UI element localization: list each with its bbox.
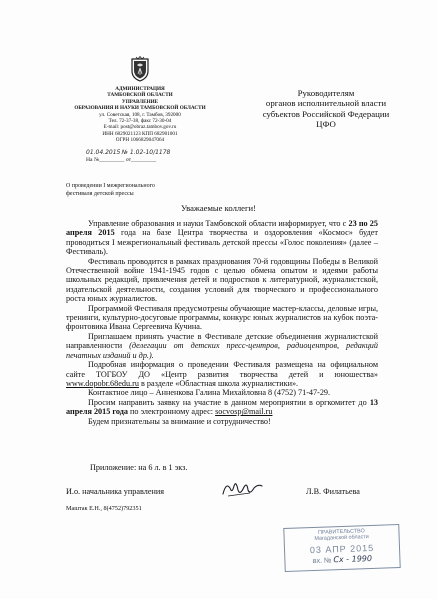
body-paragraph: Будем признательны за внимание и сотрудничество! bbox=[88, 416, 271, 426]
recipient-line: Руководителям bbox=[297, 88, 355, 98]
stamp-region: Магаданской области bbox=[314, 534, 369, 542]
body-text: года на базе Центра творчества и оздоровления «Космос» будет проводиться I межрегиональный фестиваль детской прессы «Голос поколения» (далее – Фестиваль). bbox=[66, 228, 378, 257]
body-text: Подробная информация о проведении Фестиваля размещена на официальном сайте ТОГБОУ ДО «Центр развития творчества детей и юношества» bbox=[66, 360, 378, 379]
ref-from-label: от bbox=[125, 156, 132, 163]
website-link[interactable]: www.dopobr.68edu.ru bbox=[66, 378, 139, 388]
deadline-date: 13 апреля 2015 года bbox=[66, 397, 378, 417]
recipient-line: органов исполнительной власти bbox=[265, 98, 387, 109]
letter-subject bbox=[66, 183, 206, 198]
recipient-block bbox=[228, 88, 424, 130]
letter-body bbox=[66, 219, 378, 426]
signatory-name: Л.В. Филатьева bbox=[306, 487, 360, 496]
subject-line: фестиваля детской прессы bbox=[66, 190, 134, 197]
greeting: Уважаемые коллеги! bbox=[181, 203, 256, 213]
subject-line: О проведении I межрегионального bbox=[66, 183, 155, 189]
stamp-number-label: вх. № bbox=[312, 557, 332, 566]
stamp-number-value: Сх - 1990 bbox=[333, 553, 373, 565]
outgoing-reg bbox=[86, 150, 170, 157]
org-email: E-mail: post@obraz.tambov.gov.ru bbox=[103, 124, 177, 131]
org-name-line: ТАМБОВСКОЙ ОБЛАСТИ bbox=[107, 92, 173, 99]
org-inn: ИНН 6829021123 КПП 682901001 bbox=[102, 130, 178, 137]
body-paragraph: Фестиваль проводится в рамках празднования 70-й годовщины Победы в Великой Отечественной войне 1941-1945 годов с целью обмена опытом и идеями работы школьных редакций, привлечения детей и подростков к литературной, журналистской, издательской деятельности, создания условий для творческого и профессионального роста юных журналистов. bbox=[66, 256, 378, 304]
incoming-stamp bbox=[283, 524, 400, 572]
ref-number-label: № bbox=[93, 156, 100, 163]
body-text-italic: (делегации от детских пресс-центров, радиоцентров, редакций печатных изданий и др.). bbox=[66, 341, 378, 360]
org-name-line: УПРАВЛЕНИЕ bbox=[121, 98, 159, 105]
body-paragraph: Программой Фестиваля предусмотрены обучающие мастер-классы, деловые игры, тренинги, культурно-досуговые программы, конкурс юных журналистов на кубок поэта-фронтовика Ивана Сергеевича Кучина. bbox=[66, 303, 378, 332]
body-paragraph bbox=[66, 332, 378, 360]
body-text: в разделе «Областная школа журналистики». bbox=[138, 378, 299, 388]
org-ogrn: ОГРН 1066829047064 bbox=[115, 137, 165, 144]
body-text: Приглашаем принять участие в Фестивале детские объединения журналистской направленности bbox=[66, 331, 378, 351]
body-paragraph bbox=[66, 219, 378, 257]
coat-of-arms-icon bbox=[130, 56, 150, 82]
signatory-title: И.о. начальника управления bbox=[66, 487, 164, 496]
recipient-line: субъектов Российской Федерации bbox=[262, 108, 390, 119]
stamp-date: 03 АПР 2015 bbox=[309, 542, 375, 556]
event-dates: 23 по 25 апреля 2015 bbox=[66, 219, 378, 238]
reg-date: 01.04.2015 bbox=[86, 149, 121, 156]
body-paragraph bbox=[66, 360, 378, 388]
reply-reference: На №_________ от_________ bbox=[86, 156, 157, 163]
org-phone-fax: Тел. 72-37-38, факс 72-30-04 bbox=[108, 118, 172, 125]
body-paragraph bbox=[66, 398, 378, 417]
handwritten-signature bbox=[220, 478, 266, 500]
body-paragraph: Контактное лицо – Анненкова Галина Михайловна 8 (4752) 71-47-29. bbox=[88, 388, 331, 398]
letterhead bbox=[72, 86, 208, 144]
org-name-line: АДМИНИСТРАЦИЯ bbox=[115, 86, 165, 92]
recipient-line: ЦФО bbox=[316, 119, 336, 130]
registration-line bbox=[86, 150, 170, 163]
email-link[interactable]: socvosp@mail.ru bbox=[215, 407, 273, 417]
body-text: по электронному адрес: bbox=[128, 407, 216, 417]
attachment-note: Приложение: на 6 л. в 1 экз. bbox=[90, 463, 188, 472]
reg-number: № 1.02-10/1178 bbox=[121, 149, 171, 156]
org-name-line: ОБРАЗОВАНИЯ И НАУКИ ТАМБОВСКОЙ ОБЛАСТИ bbox=[74, 105, 206, 112]
ref-prefix: На bbox=[86, 156, 93, 163]
executor-contact: Маштак Е.Н., 8(4752)792351 bbox=[66, 505, 142, 512]
stamp-org: ПРАВИТЕЛЬСТВО bbox=[318, 528, 365, 536]
body-text: Просим направить заявку на участие в данном мероприятии в оргкомитет до bbox=[88, 397, 370, 407]
org-address: ул. Советская, 108, г. Тамбов, 392000 bbox=[99, 111, 181, 118]
body-text: Управление образования и науки Тамбовской области информирует, что с bbox=[88, 219, 349, 228]
